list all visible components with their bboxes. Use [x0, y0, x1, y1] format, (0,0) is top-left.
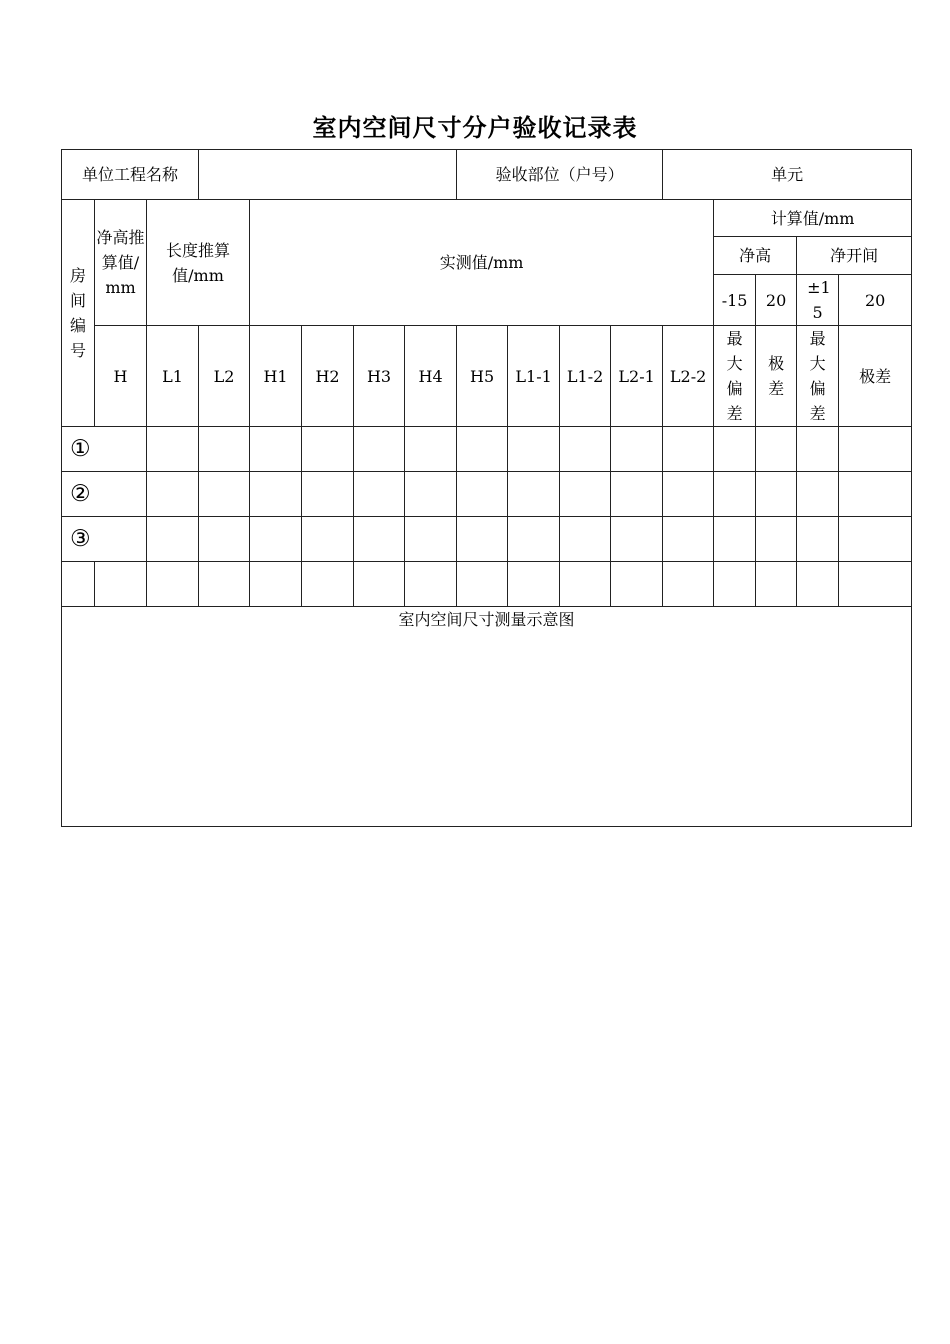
diagram-row — [62, 607, 912, 827]
column-header-row-1 — [62, 200, 912, 237]
header-row — [62, 150, 912, 200]
data-cell[interactable] — [560, 472, 611, 517]
data-cell[interactable] — [611, 562, 663, 607]
table-row — [62, 427, 912, 472]
data-cell[interactable] — [839, 427, 912, 472]
data-cell[interactable] — [457, 427, 508, 472]
data-cell[interactable] — [508, 517, 560, 562]
sub-header-cell: L2-1 — [611, 326, 663, 427]
data-cell[interactable] — [147, 427, 199, 472]
room-number-header — [62, 200, 95, 427]
project-name-label: 单位工程名称 — [62, 150, 199, 200]
range-header — [756, 326, 797, 427]
data-cell[interactable] — [95, 562, 147, 607]
data-cell[interactable] — [560, 517, 611, 562]
sub-header-cell: H2 — [302, 326, 354, 427]
data-cell[interactable] — [714, 562, 756, 607]
data-cell[interactable] — [560, 562, 611, 607]
length-estimate-label: 长度推算值/mm — [166, 240, 231, 285]
sub-header-row — [62, 326, 912, 427]
measured-value-header: 实测值/mm — [250, 200, 714, 326]
data-cell[interactable] — [663, 427, 714, 472]
sub-header-cell: L1 — [147, 326, 199, 427]
net-width-header: 净开间 — [797, 237, 912, 275]
data-cell[interactable] — [302, 472, 354, 517]
data-cell[interactable] — [756, 562, 797, 607]
sub-header-cell: H3 — [354, 326, 405, 427]
data-cell[interactable] — [302, 562, 354, 607]
data-cell[interactable] — [199, 427, 250, 472]
data-cell[interactable] — [250, 562, 302, 607]
sub-header-cell: L2 — [199, 326, 250, 427]
data-cell[interactable] — [756, 472, 797, 517]
data-cell[interactable] — [560, 427, 611, 472]
room-number-cell: ③ — [62, 517, 147, 562]
net-height-estimate-header: 净高推算值/mm — [95, 200, 147, 326]
data-cell[interactable] — [199, 562, 250, 607]
room-number-label: 房间编号 — [70, 266, 87, 360]
tolerance-width-deviation — [797, 275, 839, 326]
data-cell[interactable] — [611, 427, 663, 472]
measurement-diagram-area — [62, 607, 912, 827]
data-cell[interactable] — [405, 427, 457, 472]
data-cell[interactable] — [250, 472, 302, 517]
table-row — [62, 472, 912, 517]
data-cell[interactable] — [508, 562, 560, 607]
data-cell[interactable] — [405, 517, 457, 562]
data-cell[interactable] — [250, 427, 302, 472]
data-cell[interactable] — [508, 472, 560, 517]
project-name-field[interactable] — [199, 150, 457, 200]
data-cell[interactable] — [354, 472, 405, 517]
data-cell[interactable] — [611, 517, 663, 562]
data-cell[interactable] — [250, 517, 302, 562]
room-number-cell — [62, 562, 95, 607]
page-title: 室内空间尺寸分户验收记录表 — [312, 113, 638, 142]
sub-header-cell: H — [95, 326, 147, 427]
data-cell[interactable] — [839, 472, 912, 517]
data-cell[interactable] — [839, 562, 912, 607]
data-cell[interactable] — [797, 472, 839, 517]
max-deviation-label-2: 最大偏差 — [809, 329, 826, 423]
tolerance-height-deviation: -15 — [714, 275, 756, 326]
diagram-caption: 室内空间尺寸测量示意图 — [398, 610, 575, 629]
unit-field[interactable] — [663, 150, 912, 200]
data-cell[interactable] — [457, 562, 508, 607]
data-cell[interactable] — [611, 472, 663, 517]
sub-header-cell: L1-1 — [508, 326, 560, 427]
data-cell[interactable] — [457, 517, 508, 562]
data-cell[interactable] — [508, 427, 560, 472]
data-cell[interactable] — [839, 517, 912, 562]
net-height-header: 净高 — [714, 237, 797, 275]
sub-header-cell: L1-2 — [560, 326, 611, 427]
data-cell[interactable] — [405, 562, 457, 607]
tolerance-height-range: 20 — [756, 275, 797, 326]
data-cell[interactable] — [147, 517, 199, 562]
data-cell[interactable] — [354, 427, 405, 472]
data-cell[interactable] — [302, 517, 354, 562]
data-cell[interactable] — [457, 472, 508, 517]
sub-header-cell: H4 — [405, 326, 457, 427]
data-cell[interactable] — [354, 517, 405, 562]
data-cell[interactable] — [147, 562, 199, 607]
unit-label: 单元 — [771, 165, 804, 184]
tolerance-width-range: 20 — [839, 275, 912, 326]
data-cell[interactable] — [663, 562, 714, 607]
tolerance-width-deviation-label: ±15 — [807, 278, 831, 322]
data-cell[interactable] — [714, 427, 756, 472]
data-cell[interactable] — [405, 472, 457, 517]
sub-header-cell: H5 — [457, 326, 508, 427]
table-row — [62, 517, 912, 562]
data-cell[interactable] — [714, 472, 756, 517]
data-cell[interactable] — [756, 427, 797, 472]
data-cell[interactable] — [714, 517, 756, 562]
data-cell[interactable] — [302, 427, 354, 472]
data-cell[interactable] — [199, 472, 250, 517]
table-row — [62, 562, 912, 607]
acceptance-record-table — [61, 149, 912, 827]
max-deviation-header-2 — [797, 326, 839, 427]
data-cell[interactable] — [756, 517, 797, 562]
data-cell[interactable] — [797, 562, 839, 607]
data-cell[interactable] — [199, 517, 250, 562]
max-deviation-label: 最大偏差 — [726, 329, 743, 423]
sub-header-cell: L2-2 — [663, 326, 714, 427]
data-cell[interactable] — [354, 562, 405, 607]
length-estimate-header — [147, 200, 250, 326]
max-deviation-header — [714, 326, 756, 427]
location-label: 验收部位（户号） — [457, 150, 663, 200]
room-number-cell: ② — [62, 472, 147, 517]
calculated-value-header: 计算值/mm — [714, 200, 912, 237]
data-cell[interactable] — [663, 472, 714, 517]
range-header-2: 极差 — [839, 326, 912, 427]
data-cell[interactable] — [797, 427, 839, 472]
data-cell[interactable] — [663, 517, 714, 562]
data-cell[interactable] — [797, 517, 839, 562]
range-label: 极差 — [768, 354, 785, 398]
room-number-cell: ① — [62, 427, 147, 472]
data-cell[interactable] — [147, 472, 199, 517]
sub-header-cell: H1 — [250, 326, 302, 427]
